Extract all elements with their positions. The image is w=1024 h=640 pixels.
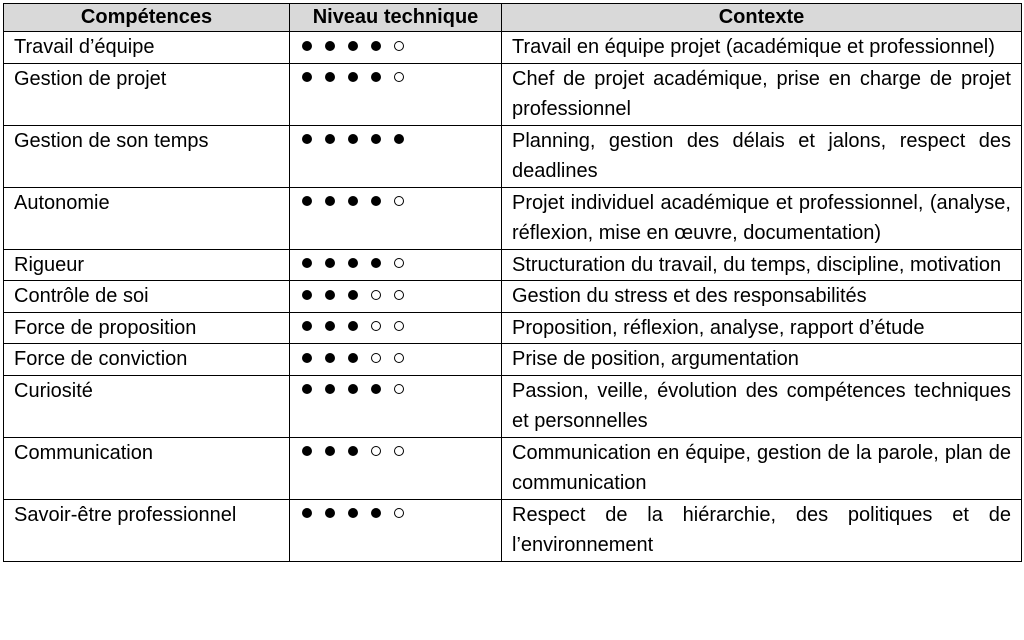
filled-dot-icon: [302, 134, 312, 144]
skill-name: Force de conviction: [4, 344, 290, 376]
skill-level-rating: [290, 32, 502, 64]
skill-name: Curiosité: [4, 375, 290, 437]
skill-name: Savoir-être professionnel: [4, 499, 290, 561]
filled-dot-icon: [325, 508, 335, 518]
empty-dot-icon: [371, 353, 381, 363]
filled-dot-icon: [302, 384, 312, 394]
table-header: [4, 4, 1022, 32]
empty-dot-icon: [394, 321, 404, 331]
skill-context: Chef de projet académique, prise en charge de projet professionnel: [502, 63, 1022, 125]
table-row: [4, 344, 1022, 376]
filled-dot-icon: [325, 258, 335, 268]
filled-dot-icon: [348, 290, 358, 300]
skill-context: Planning, gestion des délais et jalons, respect des deadlines: [502, 125, 1022, 187]
skill-context: Structuration du travail, du temps, discipline, motivation: [502, 249, 1022, 281]
filled-dot-icon: [325, 290, 335, 300]
filled-dot-icon: [348, 41, 358, 51]
header-competences: Compétences: [4, 4, 290, 32]
skill-level-rating: [290, 63, 502, 125]
table-body: [4, 32, 1022, 562]
filled-dot-icon: [348, 196, 358, 206]
filled-dot-icon: [371, 258, 381, 268]
empty-dot-icon: [371, 446, 381, 456]
skill-context: Respect de la hiérarchie, des politiques et de l’environnement: [502, 499, 1022, 561]
skill-name: Gestion de projet: [4, 63, 290, 125]
empty-dot-icon: [394, 290, 404, 300]
skill-level-rating: [290, 437, 502, 499]
skill-name: Communication: [4, 437, 290, 499]
filled-dot-icon: [325, 446, 335, 456]
skill-name: Gestion de son temps: [4, 125, 290, 187]
filled-dot-icon: [394, 134, 404, 144]
table-row: [4, 499, 1022, 561]
table-row: [4, 437, 1022, 499]
empty-dot-icon: [394, 508, 404, 518]
table-row: [4, 63, 1022, 125]
filled-dot-icon: [302, 353, 312, 363]
filled-dot-icon: [302, 41, 312, 51]
empty-dot-icon: [394, 41, 404, 51]
header-contexte: Contexte: [502, 4, 1022, 32]
skill-context: Travail en équipe projet (académique et professionnel): [502, 32, 1022, 64]
table-row: [4, 281, 1022, 313]
skill-context: Communication en équipe, gestion de la parole, plan de communication: [502, 437, 1022, 499]
filled-dot-icon: [325, 196, 335, 206]
empty-dot-icon: [394, 258, 404, 268]
filled-dot-icon: [302, 508, 312, 518]
filled-dot-icon: [371, 384, 381, 394]
skill-level-rating: [290, 281, 502, 313]
filled-dot-icon: [302, 258, 312, 268]
filled-dot-icon: [371, 72, 381, 82]
filled-dot-icon: [325, 321, 335, 331]
skill-name: Force de proposition: [4, 312, 290, 344]
skill-name: Rigueur: [4, 249, 290, 281]
empty-dot-icon: [371, 321, 381, 331]
skill-name: Autonomie: [4, 187, 290, 249]
table-row: [4, 312, 1022, 344]
filled-dot-icon: [302, 196, 312, 206]
table-row: [4, 375, 1022, 437]
empty-dot-icon: [394, 72, 404, 82]
filled-dot-icon: [325, 72, 335, 82]
table-row: [4, 32, 1022, 64]
header-row: [4, 4, 1022, 32]
filled-dot-icon: [302, 72, 312, 82]
skill-context: Proposition, réflexion, analyse, rapport d’étude: [502, 312, 1022, 344]
header-niveau: Niveau technique: [290, 4, 502, 32]
filled-dot-icon: [371, 196, 381, 206]
skill-level-rating: [290, 312, 502, 344]
skill-name: Travail d’équipe: [4, 32, 290, 64]
skill-level-rating: [290, 187, 502, 249]
filled-dot-icon: [348, 321, 358, 331]
empty-dot-icon: [394, 353, 404, 363]
filled-dot-icon: [348, 384, 358, 394]
skill-level-rating: [290, 344, 502, 376]
table-row: [4, 125, 1022, 187]
skill-context: Prise de position, argumentation: [502, 344, 1022, 376]
table-row: [4, 249, 1022, 281]
skill-level-rating: [290, 375, 502, 437]
filled-dot-icon: [348, 508, 358, 518]
skill-context: Gestion du stress et des responsabilités: [502, 281, 1022, 313]
skills-table: [3, 3, 1022, 562]
filled-dot-icon: [302, 446, 312, 456]
skill-level-rating: [290, 499, 502, 561]
empty-dot-icon: [394, 196, 404, 206]
filled-dot-icon: [302, 290, 312, 300]
empty-dot-icon: [394, 446, 404, 456]
table-row: [4, 187, 1022, 249]
filled-dot-icon: [325, 41, 335, 51]
filled-dot-icon: [348, 134, 358, 144]
filled-dot-icon: [371, 134, 381, 144]
filled-dot-icon: [348, 446, 358, 456]
skill-level-rating: [290, 125, 502, 187]
skill-context: Passion, veille, évolution des compétences techniques et personnelles: [502, 375, 1022, 437]
skill-level-rating: [290, 249, 502, 281]
filled-dot-icon: [348, 258, 358, 268]
filled-dot-icon: [371, 41, 381, 51]
empty-dot-icon: [371, 290, 381, 300]
filled-dot-icon: [325, 134, 335, 144]
filled-dot-icon: [348, 72, 358, 82]
filled-dot-icon: [325, 384, 335, 394]
skill-name: Contrôle de soi: [4, 281, 290, 313]
filled-dot-icon: [371, 508, 381, 518]
filled-dot-icon: [325, 353, 335, 363]
filled-dot-icon: [348, 353, 358, 363]
empty-dot-icon: [394, 384, 404, 394]
filled-dot-icon: [302, 321, 312, 331]
skill-context: Projet individuel académique et professionnel, (analyse, réflexion, mise en œuvre, documentation): [502, 187, 1022, 249]
